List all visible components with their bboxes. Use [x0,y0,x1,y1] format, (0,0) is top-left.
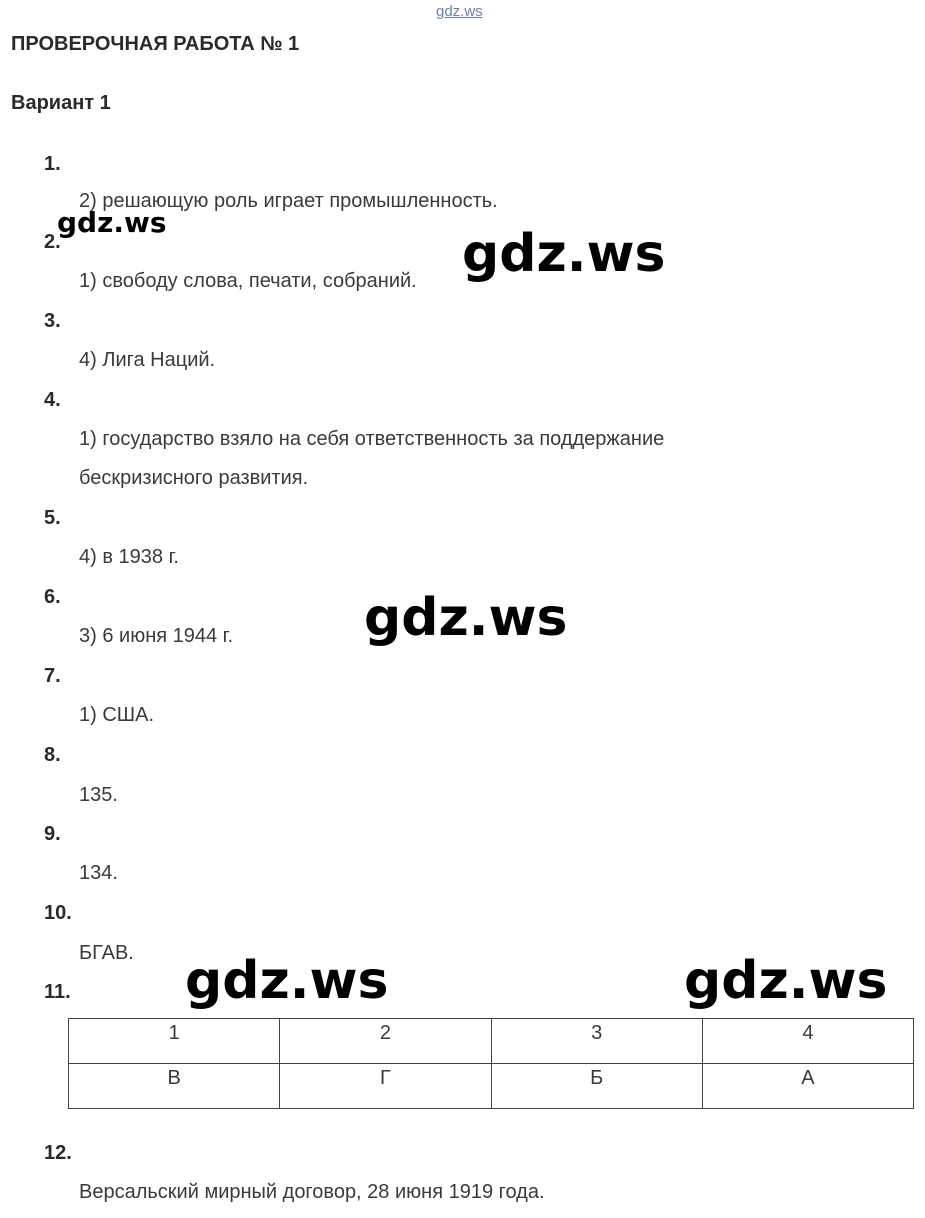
watermark: gdz.ws [364,588,568,648]
answer-text: 1) свободу слова, печати, собраний. [79,270,417,292]
table-cell: Г [280,1064,491,1109]
answer-text: 135. [79,784,118,806]
answer-text: 4) в 1938 г. [79,546,179,568]
question-number: 6. [44,586,61,608]
answer-text: 1) государство взяло на себя ответственность за поддержание [79,428,665,450]
question-number: 1. [44,153,61,175]
answer-text: 134. [79,862,118,884]
answer-text: Версальский мирный договор, 28 июня 1919 года. [79,1181,545,1203]
question-number: 11. [44,981,71,1003]
table-row [69,1064,914,1109]
table-cell: 3 [491,1019,702,1064]
table-row [69,1019,914,1064]
table-cell: 4 [702,1019,913,1064]
question-number: 3. [44,310,61,332]
table-cell: В [69,1064,280,1109]
watermark: gdz.ws [57,206,167,239]
table-cell: Б [491,1064,702,1109]
answer-table [68,1018,914,1109]
watermark: gdz.ws [684,951,888,1011]
answer-text: БГАВ. [79,942,134,964]
answer-text: 4) Лига Наций. [79,349,216,371]
question-number: 10. [44,902,72,924]
question-number: 8. [44,744,61,766]
table-cell: 2 [280,1019,491,1064]
answer-text: 1) США. [79,704,155,726]
question-number: 12. [44,1142,72,1164]
answer-text: 2) решающую роль играет промышленность. [79,190,498,212]
table-cell: А [702,1064,913,1109]
page-title: ПРОВЕРОЧНАЯ РАБОТА № 1 [11,33,300,55]
answer-text: 3) 6 июня 1944 г. [79,625,234,647]
question-number: 4. [44,389,61,411]
variant-heading: Вариант 1 [11,92,111,114]
question-number: 7. [44,665,61,687]
watermark-top[interactable]: gdz.ws [436,3,483,20]
watermark: gdz.ws [462,224,666,284]
watermark: gdz.ws [185,951,389,1011]
table-cell: 1 [69,1019,280,1064]
question-number: 9. [44,823,61,845]
answer-text: бескризисного развития. [79,467,309,489]
question-number: 2. [44,231,61,253]
question-number: 5. [44,507,61,529]
